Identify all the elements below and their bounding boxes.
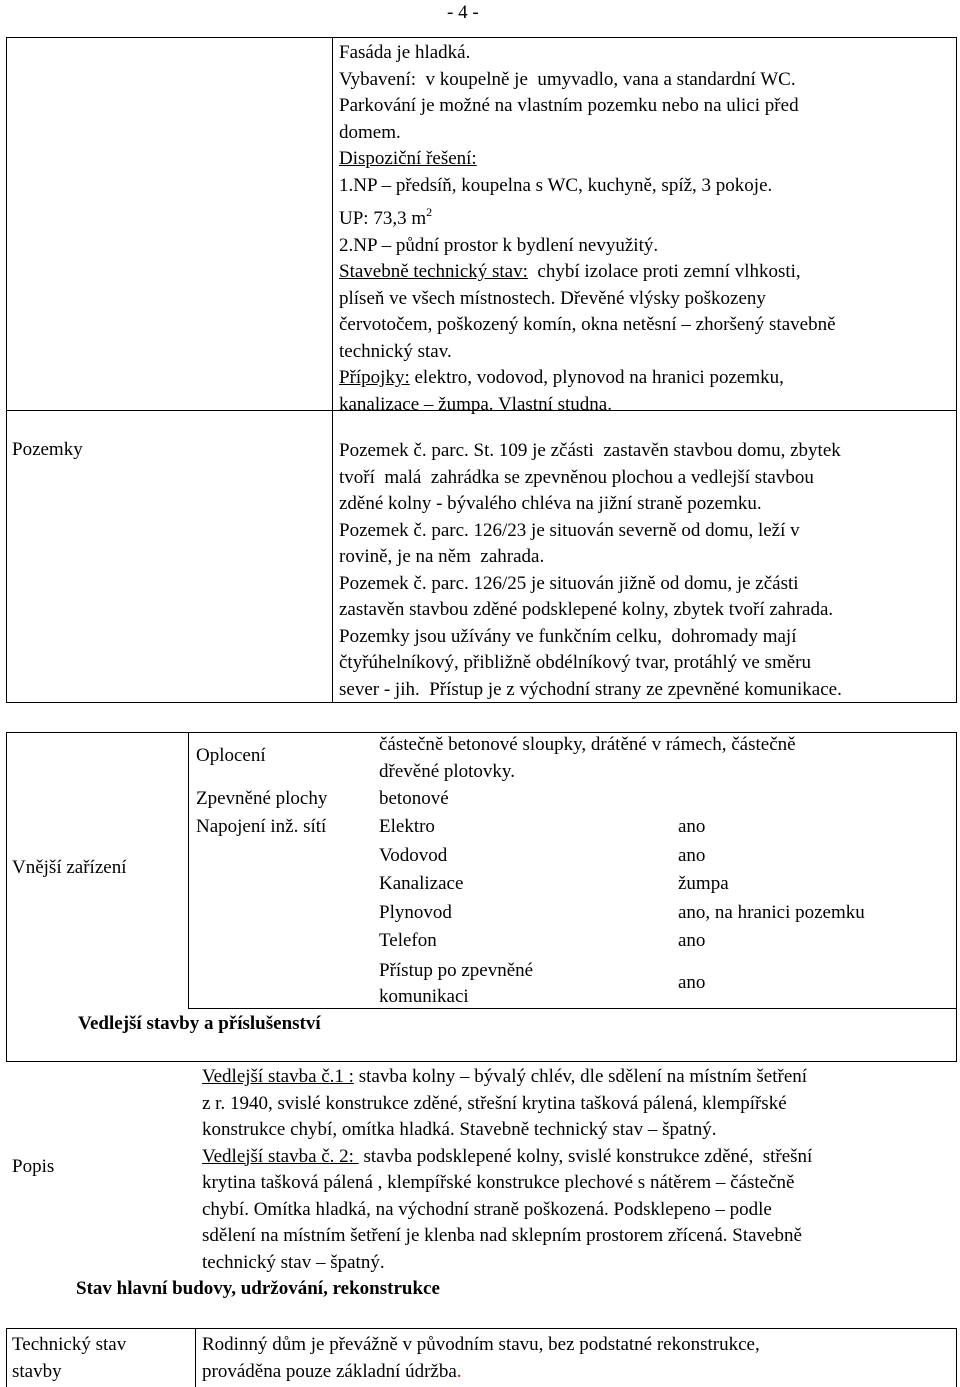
oploceni-value-line: dřevěné plotovky. <box>379 760 515 782</box>
description-text: Parkování je možné na vlastním pozemku nebo na ulici před <box>339 95 799 116</box>
pozemky-line: zastavěn stavbou zděné podsklepené kolny, zbytek tvoří zahrada. <box>339 599 834 620</box>
description-text: 1.NP – předsíň, koupelna s WC, kuchyně, spíž, 3 pokoje. <box>339 174 773 196</box>
description-line <box>339 339 951 366</box>
stav-hlavni-budovy-heading: Stav hlavní budovy, udržování, rekonstrukce <box>76 1278 440 1299</box>
description-line <box>339 67 951 94</box>
tech-state-value <box>202 1332 760 1385</box>
table-border <box>956 732 957 1062</box>
table-border <box>6 1328 957 1329</box>
vs2-line: stavba podsklepené kolny, svislé konstrukce zděné, střešní <box>358 1145 813 1167</box>
description-text: chybí izolace proti zemní vlhkosti, <box>527 261 801 282</box>
table-border <box>6 37 7 703</box>
description-text: Vybavení: v koupelně je umyvadlo, vana a standardní WC. <box>339 68 796 90</box>
vs1-label: Vedlejší stavba č.1 : <box>202 1066 354 1087</box>
description-text: domem. <box>339 121 401 143</box>
description-line <box>339 312 951 339</box>
tech-state-line: Rodinný dům je převážně v původním stavu, bez podstatné rekonstrukce, <box>202 1334 760 1355</box>
pozemky-line: Pozemek č. parc. St. 109 je zčásti zastavěn stavbou domu, zbytek <box>339 440 841 461</box>
oploceni-value <box>379 732 796 785</box>
description-line <box>339 233 951 260</box>
oploceni-label: Oplocení <box>196 745 266 766</box>
pristup-value: ano <box>678 972 706 993</box>
utility-value: ano, na hranici pozemku <box>678 902 865 923</box>
description-line <box>339 40 951 67</box>
description-line <box>339 146 951 173</box>
popis-label: Popis <box>12 1156 55 1177</box>
description-label: Přípojky: <box>339 367 410 388</box>
description-text: kanalizace – žumpa. Vlastní studna. <box>339 393 612 415</box>
pozemky-line: čtyřúhelníkový, přibližně obdélníkový tvar, protáhlý ve směru <box>339 652 812 673</box>
vedlejsi-stavby-heading: Vedlejší stavby a příslušenství <box>78 1013 321 1034</box>
utility-name: Vodovod <box>379 845 448 866</box>
pozemky-line: Pozemek č. parc. 126/23 je situován severně od domu, leží v <box>339 519 800 541</box>
description-line <box>339 286 951 313</box>
vnejsi-zarizeni-label: Vnější zařízení <box>12 857 127 878</box>
description-text: elektro, vodovod, plynovod na hranici pozemku, <box>409 367 784 388</box>
description-text: UP: 73,3 m <box>339 208 427 229</box>
napojeni-label: Napojení inž. sítí <box>196 816 327 837</box>
vs1-line: konstrukce chybí, omítka hladká. Stavebně technický stav – špatný. <box>202 1119 717 1140</box>
table-border <box>956 37 957 703</box>
pristup-name-line: Přístup po zpevněné <box>379 960 534 981</box>
table-border <box>188 732 189 1009</box>
description-text: technický stav. <box>339 340 452 362</box>
utility-name: Telefon <box>379 930 437 951</box>
description-line <box>339 365 951 392</box>
table-border <box>195 1328 196 1387</box>
table-border <box>956 1328 957 1387</box>
page-number: - 4 - <box>447 2 479 23</box>
table-border <box>6 37 957 38</box>
description-line <box>339 392 951 419</box>
vs2-line: chybí. Omítka hladká, na východní straně poškozená. Podsklepeno – podle <box>202 1198 772 1220</box>
pozemky-line: Pozemky jsou užívány ve funkčním celku, dohromady mají <box>339 625 797 647</box>
pozemky-label: Pozemky <box>12 439 83 460</box>
description-line <box>339 259 951 286</box>
pristup-name <box>379 958 533 1010</box>
table-border <box>6 1061 957 1062</box>
tech-state-label-line: stavby <box>12 1360 62 1382</box>
zpevnene-plochy-value: betonové <box>379 788 449 809</box>
pozemky-line: sever - jih. Přístup je z východní strany ze zpevněné komunikace. <box>339 678 842 700</box>
vs2-line: sdělení na místním šetření je klenba nad sklepním prostorem zřícená. Stavebně <box>202 1225 802 1246</box>
description-line <box>339 173 951 200</box>
building-description <box>339 40 951 418</box>
description-label: Stavebně technický stav: <box>339 261 528 282</box>
pozemky-line: tvoří malá zahrádka se zpevněnou plochou a vedlejší stavbou <box>339 466 814 488</box>
utility-value: žumpa <box>678 873 729 894</box>
utility-value: ano <box>678 930 706 951</box>
area-unit-superscript: 2 <box>426 205 433 219</box>
tech-state-line: prováděna pouze základní údržba <box>202 1360 457 1382</box>
description-text: červotočem, poškozený komín, okna netěsní – zhoršený stavebně <box>339 314 836 335</box>
description-line <box>339 120 951 147</box>
vs2-line: technický stav – špatný. <box>202 1251 385 1273</box>
table-border <box>188 1008 957 1009</box>
table-border <box>332 37 333 703</box>
vs1-line: stavba kolny – bývalý chlév, dle sdělení na místním šetření <box>353 1066 808 1087</box>
utility-name: Elektro <box>379 816 435 837</box>
tech-state-label-line: Technický stav <box>12 1334 127 1355</box>
description-text: Fasáda je hladká. <box>339 42 471 63</box>
vedlejsi-stavby-description <box>202 1064 954 1276</box>
tech-state-label <box>12 1332 126 1385</box>
vs1-line: z r. 1940, svislé konstrukce zděné, střešní krytina tašková pálená, klempířské <box>202 1092 787 1114</box>
pristup-name-line: komunikaci <box>379 986 469 1007</box>
tech-state-line-end: . <box>456 1360 462 1382</box>
oploceni-value-line: částečně betonové sloupky, drátěné v rámech, částečně <box>379 734 796 755</box>
pozemky-description <box>339 438 951 703</box>
table-border <box>6 732 7 1062</box>
pozemky-line: rovině, je na něm zahrada. <box>339 546 545 567</box>
vs2-line: krytina tašková pálená , klempířské konstrukce plechové s nátěrem – částečně <box>202 1172 795 1193</box>
zpevnene-plochy-label: Zpevněné plochy <box>196 788 328 809</box>
description-text: plíseň ve všech místnostech. Dřevěné vlýsky poškozeny <box>339 287 766 309</box>
utility-value: ano <box>678 816 706 837</box>
vs2-label: Vedlejší stavba č. 2: <box>202 1145 359 1167</box>
pozemky-line: zděné kolny - bývalého chléva na jižní straně pozemku. <box>339 493 762 514</box>
table-border <box>6 1328 7 1387</box>
utility-value: ano <box>678 845 706 866</box>
description-text: 2.NP – půdní prostor k bydlení nevyužitý. <box>339 234 659 256</box>
pozemky-line: Pozemek č. parc. 126/25 je situován jižně od domu, je zčásti <box>339 572 799 594</box>
utility-name: Plynovod <box>379 902 452 923</box>
description-line <box>339 199 951 233</box>
utility-name: Kanalizace <box>379 873 464 894</box>
description-line <box>339 93 951 120</box>
description-label: Dispoziční řešení: <box>339 148 477 169</box>
